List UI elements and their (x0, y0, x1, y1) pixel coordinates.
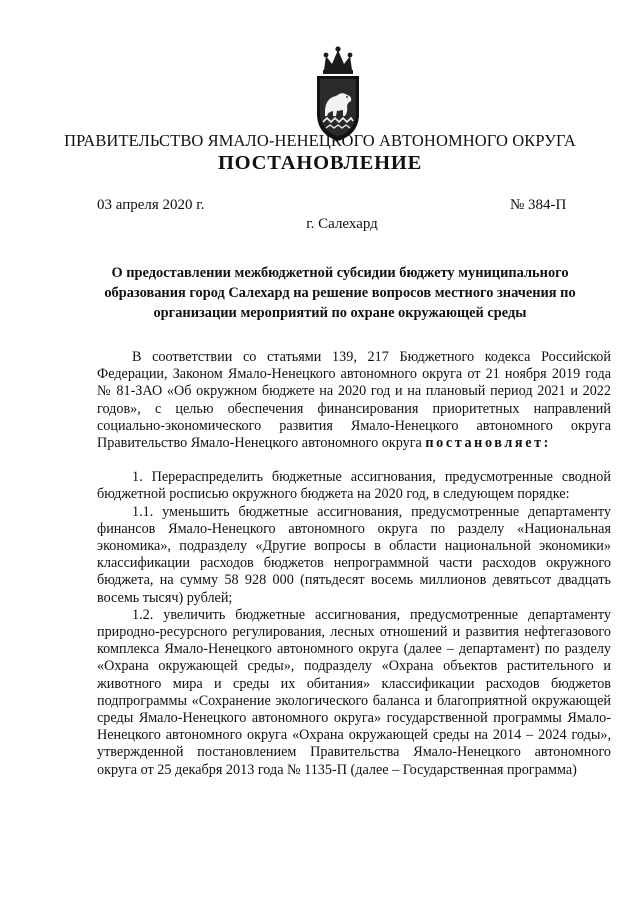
coat-of-arms-icon (312, 44, 364, 144)
preamble-paragraph (97, 349, 611, 452)
clause-1-2: 1.2. увеличить бюджетные ассигнования, предусмотренные департаменту природно-ресурсного регулирования, лесных отношений и развития нефтегазового комплекса Ямало-Ненецкого автономного округа (далее – департамент) по разделу «Охрана окружающей среды», подразделу «Охрана объектов растительного и животного мира и среды их обитания» классификации расходов бюджетов подпрограммы «Сохранение экологического баланса и благоприятной окружающей среды Ямало-Ненецкого автономного округа» государственной программы Ямало-Ненецкого автономного округа «Охрана окружающей среды на 2014 – 2024 годы», утвержденной постановлением Правительства Ямало-Ненецкого автономного округа от 25 декабря 2013 года № 1135-П (далее – Государственная программа) (97, 606, 611, 778)
document-title: О предоставлении межбюджетной субсидии бюджету муниципального образования город Салехард на решение вопросов местного значения по организации мероприятий по охране окружающей среды (104, 265, 576, 321)
document-city: г. Салехард (306, 216, 378, 232)
document-body (97, 349, 611, 779)
clause-1: 1. Перераспределить бюджетные ассигнования, предусмотренные сводной бюджетной росписью окружного бюджета на 2020 год, в следующем порядке: (97, 469, 611, 503)
resolves-keyword: постановляет: (425, 435, 551, 452)
document-type: ПОСТАНОВЛЕНИЕ (217, 152, 423, 174)
government-name: ПРАВИТЕЛЬСТВО ЯМАЛО-НЕНЕЦКОГО АВТОНОМНОГО ОКРУГА (64, 131, 576, 150)
clause-1-1: 1.1. уменьшить бюджетные ассигнования, предусмотренные департаменту финансов Ямало-Ненецкого автономного округа по разделу «Национальная экономика», подразделу «Другие вопросы в области национальной экономики» классификации расходов бюджетов непрограммной части расходов окружного бюджета, на сумму 58 928 000 (пятьдесят восемь миллионов девятьсот двадцать восемь тысяч) рублей; (97, 503, 611, 606)
preamble-text: В соответствии со статьями 139, 217 Бюджетного кодекса Российской Федерации, Законом Ямало-Ненецкого автономного округа от 21 ноября 2019 года № 81-ЗАО «Об окружном бюджете на 2020 год и на плановый период 2021 и 2022 годов», с целью обеспечения финансирования приоритетных направлений социально-экономического развития Ямало-Ненецкого автономного округа Правительство Ямало-Ненецкого автономного округа (97, 349, 611, 452)
document-date: 03 апреля 2020 г. (97, 197, 205, 213)
document-number: № 384-П (510, 197, 567, 213)
